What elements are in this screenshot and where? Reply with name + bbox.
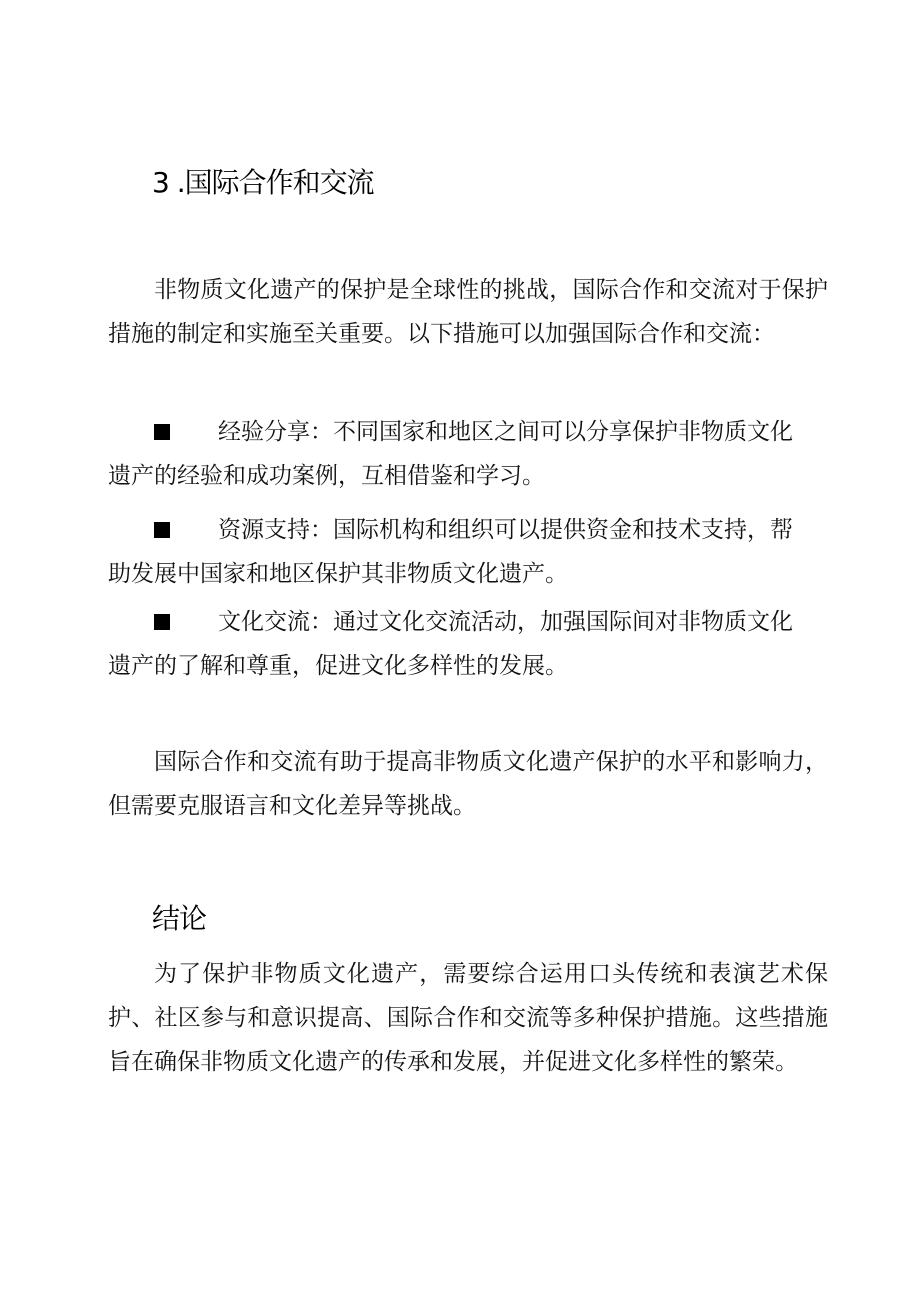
bullet-text-continuation: 遗产的了解和尊重，促进文化多样性的发展。 bbox=[108, 653, 568, 679]
square-bullet-icon bbox=[154, 614, 170, 630]
intro-paragraph: 非物质文化遗产的保护是全球性的挑战，国际合作和交流对于保护措施的制定和实施至关重要。以下措施可以加强国际合作和交流： bbox=[108, 277, 828, 347]
square-bullet-icon bbox=[154, 522, 170, 538]
square-bullet-icon bbox=[154, 424, 170, 440]
bullet-item-experience-sharing bbox=[108, 410, 828, 498]
conclusion-heading: 结论 bbox=[152, 902, 207, 935]
conclusion-paragraph: 为了保护非物质文化遗产，需要综合运用口头传统和表演艺术保护、社区参与和意识提高、国际合作和交流等多种保护措施。这些措施旨在确保非物质文化遗产的传承和发展，并促进文化多样性的繁荣。 bbox=[108, 961, 828, 1075]
bullet-text-first-line: 文化交流：通过文化交流活动，加强国际间对非物质文化 bbox=[218, 609, 793, 635]
bullet-text-first-line: 经验分享：不同国家和地区之间可以分享保护非物质文化 bbox=[218, 419, 793, 445]
bullet-text-first-line: 资源支持：国际机构和组织可以提供资金和技术支持，帮 bbox=[218, 517, 793, 543]
section-heading: 3 .国际合作和交流 bbox=[152, 166, 374, 199]
bullet-item-cultural-exchange bbox=[108, 600, 828, 688]
bullet-text-continuation: 遗产的经验和成功案例，互相借鉴和学习。 bbox=[108, 463, 545, 489]
bullet-item-resource-support bbox=[108, 508, 828, 596]
closing-paragraph: 国际合作和交流有助于提高非物质文化遗产保护的水平和影响力，但需要克服语言和文化差异等挑战。 bbox=[108, 749, 828, 819]
bullet-text-continuation: 助发展中国家和地区保护其非物质文化遗产。 bbox=[108, 561, 568, 587]
